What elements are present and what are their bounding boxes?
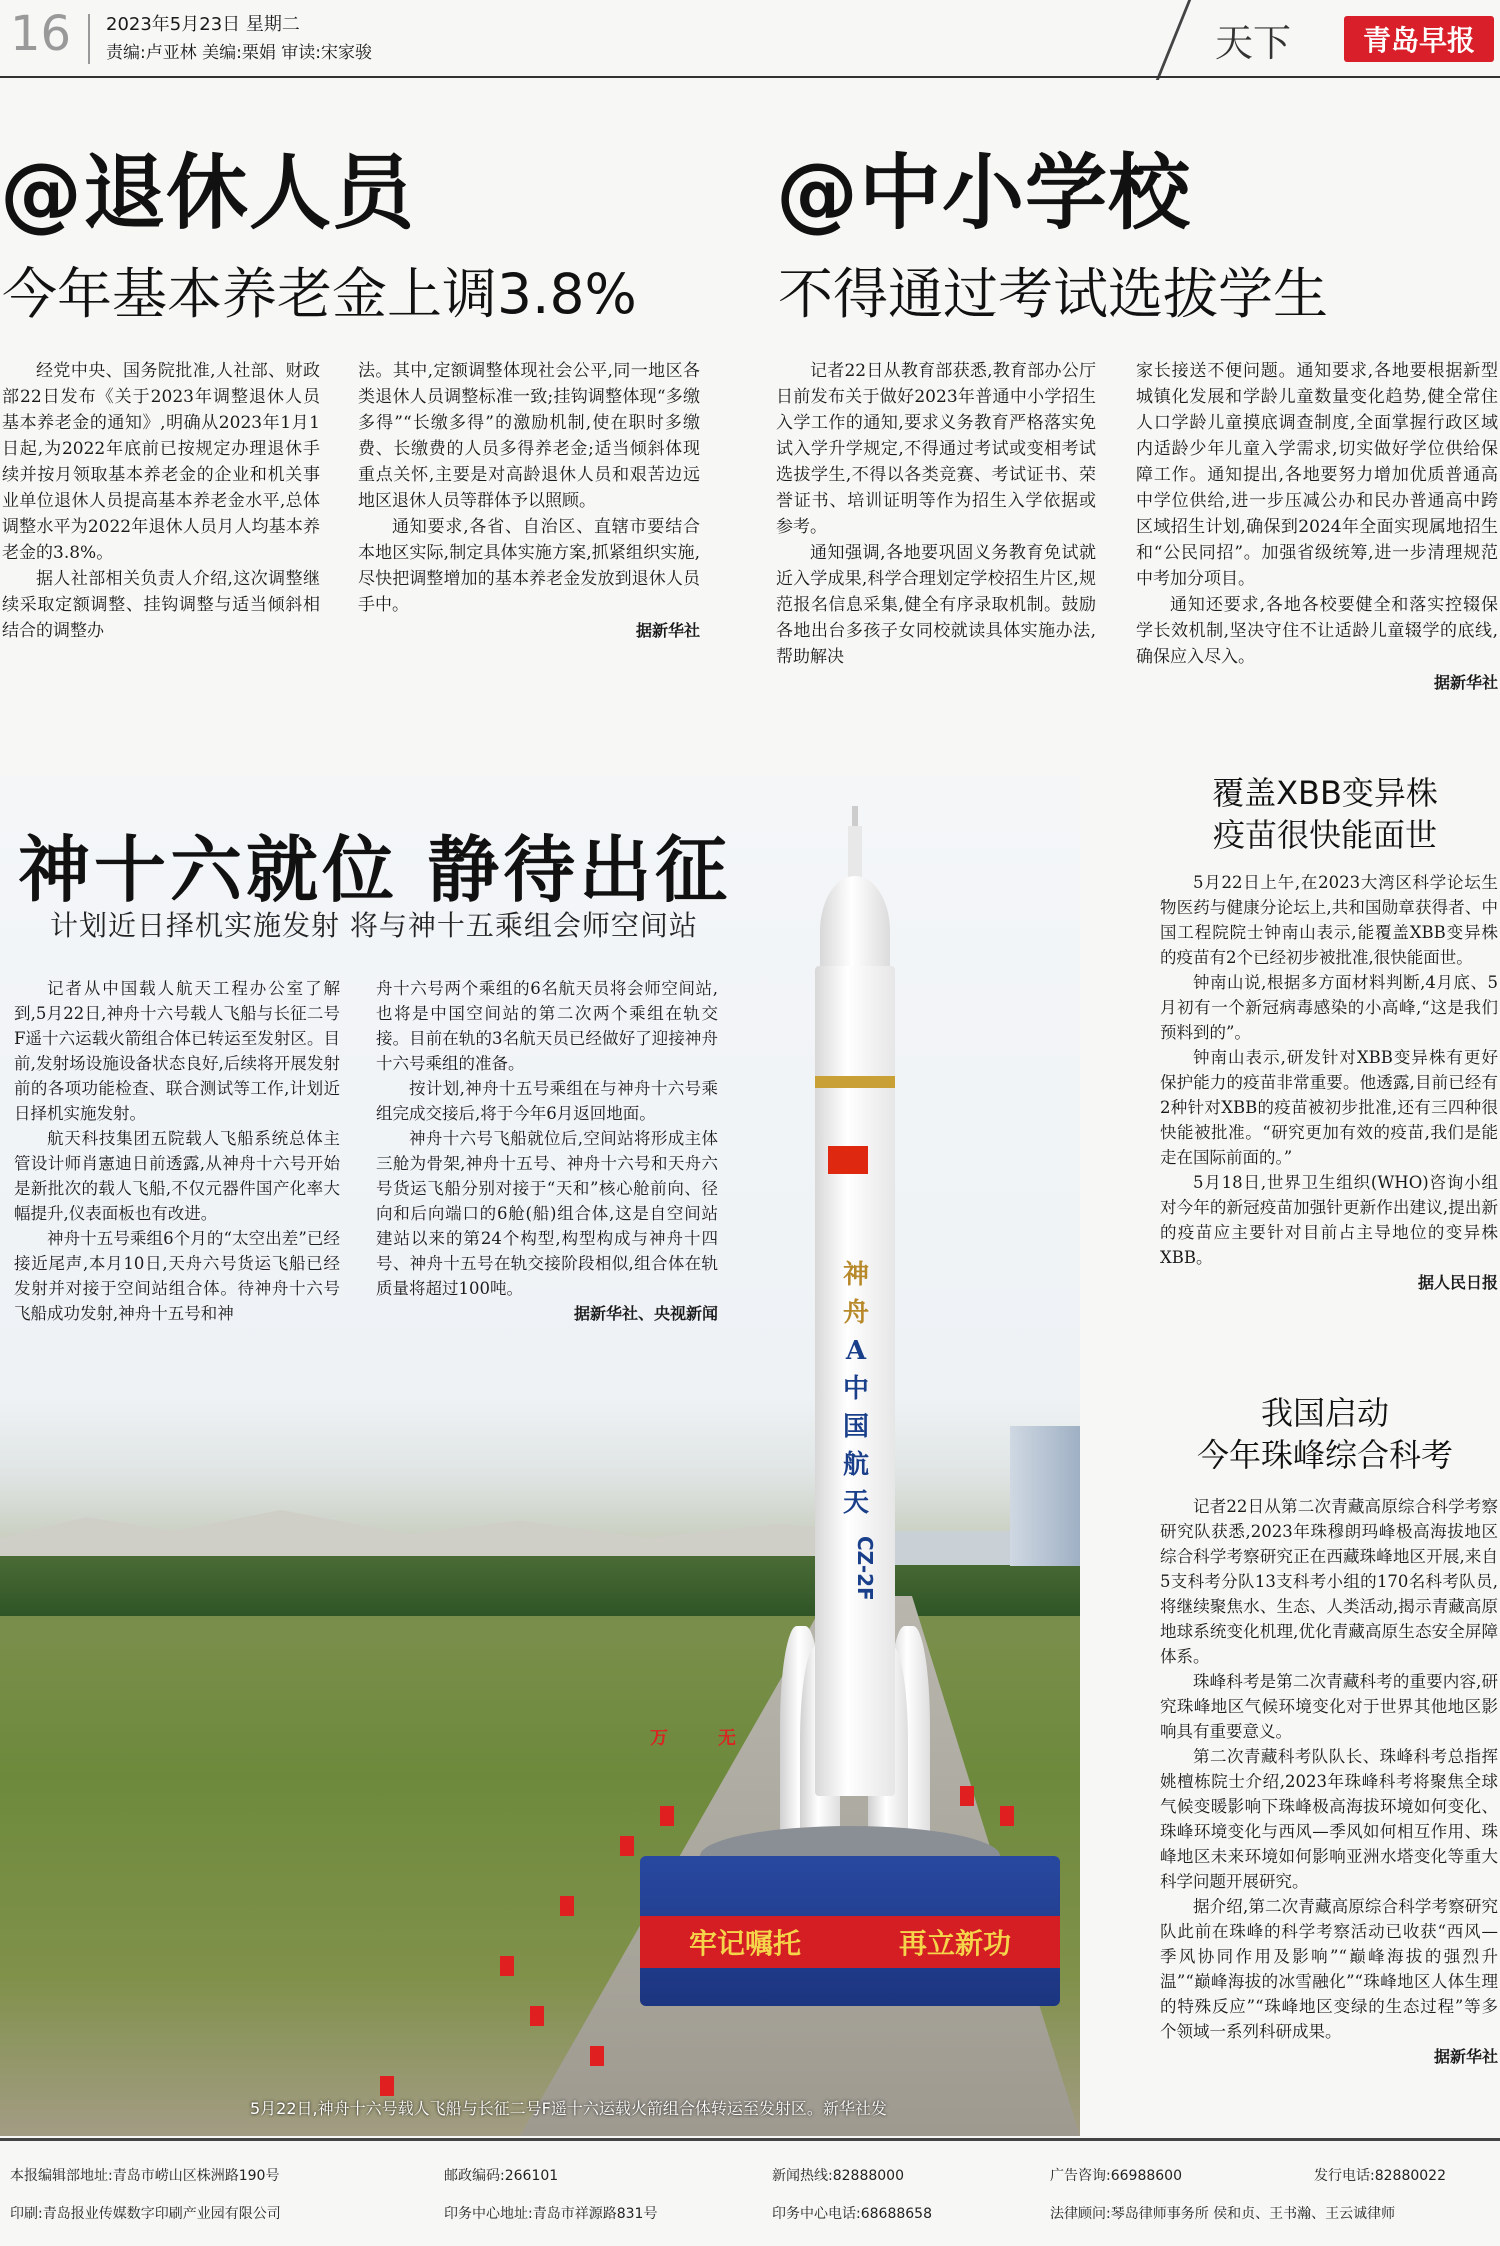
paragraph: 家长接送不便问题。通知要求,各地要根据新型城镇化发展和学龄儿童数量变化趋势,健全常住人口学龄儿童摸底调查制度,全面掌握行政区域内适龄少年儿童入学需求,切实做好学位供给保障工作。通知提出,各地要努力增加优质普通高中学位供给,进一步压减公办和民办普通高中跨区域招生计划,确保到2024年全面实现属地招生和“公民同招”。加强省级统筹,进一步清理规范中考加分项目。 [1136, 361, 1498, 589]
feature-photo-story [0, 776, 1080, 2136]
paragraph: 法。其中,定额调整体现社会公平,同一地区各类退休人员调整标准一致;挂钩调整体现“多缴多得”“长缴多得”的激励机制,使在职时多缴费、长缴费的人员多得养老金;适当倾斜体现重点关怀,主要是对高龄退休人员和艰苦边远地区退休人员等群体予以照顾。 [358, 361, 700, 511]
paragraph: 5月22日上午,在2023大湾区科学论坛生物医药与健康分论坛上,共和国勋章获得者、中国工程院院士钟南山表示,能覆盖XBB变异株的疫苗有2个已经初步被批准,很快能面世。 [1160, 873, 1498, 967]
paragraph: 记者22日从第二次青藏高原综合科学考察研究队获悉,2023年珠穆朗玛峰极高海拔地区综合科学考察研究正在西藏珠峰地区开展,来自5支科考分队13支科考小组的170名科考队员,将继续聚焦水、生态、人类活动,揭示青藏高原地球系统变化机理,优化青藏高原生态安全屏障体系。 [1160, 1497, 1498, 1666]
launch-site-building [890, 1531, 1010, 1565]
red-flag [1000, 1806, 1014, 1826]
footer-print-phone: 印务中心电话:68688658 [772, 2206, 932, 2222]
feature-subhead: 计划近日择机实施发射 将与神十五乘组会师空间站 [50, 909, 698, 942]
red-flag [660, 1806, 674, 1826]
photo-caption: 5月22日,神舟十六号载人飞船与长征二号F遥十六运载火箭组合体转运至发射区。新华社发 [250, 2099, 887, 2118]
field-lettering: 万 [650, 1728, 668, 1749]
article2-headline: @中小学校 [776, 146, 1192, 241]
red-flag [590, 2046, 604, 2066]
rocket-char: 中 [842, 1374, 869, 1404]
newspaper-logo [1344, 16, 1494, 62]
side2-headline [1140, 1392, 1500, 1476]
paragraph: 据介绍,第二次青藏高原综合科学考察研究队此前在珠峰的科学考察活动已收获“西风—季风协同作用及影响”“巅峰海拔的强烈升温”“巅峰海拔的冰雪融化”“珠峰地区人体生理的特殊反应”“珠峰地区变绿的生态过程”等多个领域一系列科研成果。 [1160, 1897, 1498, 2041]
paragraph: 记者22日从教育部获悉,教育部办公厅日前发布关于做好2023年普通中小学招生入学工作的通知,要求义务教育严格落实免试入学升学规定,不得通过考试或变相考试选拔学生,不得以各类竞赛、考试证书、荣誉证书、培训证明等作为招生入学依据或参考。 [776, 361, 1096, 537]
paragraph: 第二次青藏科考队队长、珠峰科考总指挥姚檀栋院士介绍,2023年珠峰科考将聚焦全球气候变暖影响下珠峰极高海拔环境如何变化、珠峰环境变化与西风—季风如何相互作用、珠峰地区未来环境如何影响亚洲水塔变化等重大科学问题开展研究。 [1160, 1747, 1498, 1891]
paragraph: 航天科技集团五院载人飞船系统总体主管设计师肖憲迪日前透露,从神舟十六号开始是新批次的载人飞船,不仅元器件国产化率大幅提升,仪表面板也有改进。 [14, 1129, 340, 1223]
side2-headline-line2: 今年珠峰综合科考 [1196, 1436, 1453, 1474]
article1-source: 据新华社 [635, 621, 700, 640]
paragraph: 通知还要求,各地各校要健全和落实控辍保学长效机制,坚决守住不让适龄儿童辍学的底线,确保应入尽入。 [1136, 595, 1498, 667]
article1-column-2 [358, 358, 700, 644]
paragraph: 钟南山说,根据多方面材料判断,4月底、5月初有一个新冠病毒感染的小高峰,“这是我们预料到的”。 [1160, 973, 1498, 1042]
red-flag [500, 1956, 514, 1976]
paragraph: 按计划,神舟十五号乘组在与神舟十六号乘组完成交接后,将于今年6月返回地面。 [376, 1079, 718, 1123]
side1-headline-line1: 覆盖XBB变异株 [1212, 774, 1438, 812]
article1-subhead: 今年基本养老金上调3.8% [2, 262, 637, 326]
article1-column-1 [2, 358, 320, 644]
paragraph: 珠峰科考是第二次青藏科考的重要内容,研究珠峰地区气候环境变化对于世界其他地区影响具有重要意义。 [1160, 1672, 1498, 1741]
red-flag [530, 2006, 544, 2026]
logo-text: 青岛早报 [1362, 24, 1475, 57]
section-name: 天下 [1215, 21, 1292, 65]
side1-source: 据人民日报 [1417, 1273, 1498, 1292]
footer-distribution-phone: 发行电话:82880022 [1314, 2168, 1446, 2184]
article2-column-2 [1136, 358, 1498, 696]
banner-slogan: 再立新功 [898, 1927, 1011, 1960]
red-flag [380, 2076, 394, 2096]
side1-headline [1140, 772, 1500, 856]
rocket-char: 神 [842, 1260, 869, 1290]
side2-source: 据新华社 [1433, 2047, 1498, 2066]
paragraph: 经党中央、国务院批准,人社部、财政部22日发布《关于2023年调整退休人员基本养老金的通知》,明确从2023年1月1日起,为2022年底前已按规定办理退休手续并按月领取基本养老金的企业和机关事业单位退休人员提高基本养老金水平,总体调整水平为2022年退休人员月人均基本养老金的3.8%。 [2, 361, 320, 563]
header-rule [0, 76, 1500, 78]
banner-slogan: 牢记嘱托 [688, 1927, 801, 1960]
rocket-char: A [845, 1336, 867, 1366]
side2-body [1160, 1494, 1498, 2069]
side1-body [1160, 870, 1498, 1295]
editor-credits: 责编:卢亚林 美编:栗娟 审读:宋家骏 [106, 43, 372, 63]
feature-column-1 [14, 976, 340, 1326]
china-flag-on-rocket [828, 1146, 868, 1174]
feature-source: 据新华社、央视新闻 [573, 1304, 718, 1323]
rocket-code: CZ-2F [853, 1536, 877, 1601]
footer-legal-counsel: 法律顾问:琴岛律师事务所 侯和贞、王书瀚、王云诚律师 [1050, 2206, 1396, 2222]
footer-news-hotline: 新闻热线:82888000 [772, 2168, 904, 2184]
red-flag [560, 1896, 574, 1916]
issue-date: 2023年5月23日 星期二 [106, 14, 300, 35]
article2-column-1 [776, 358, 1096, 670]
footer-print-address: 印务中心地址:青岛市祥源路831号 [444, 2206, 658, 2222]
footer-ad-phone: 广告咨询:66988600 [1050, 2168, 1182, 2184]
side2-headline-line1: 我国启动 [1260, 1394, 1389, 1432]
rocket-band [815, 1076, 895, 1088]
paragraph: 钟南山表示,研发针对XBB变异株有更好保护能力的疫苗非常重要。他透露,目前已经有2种针对XBB的疫苗被初步批准,还有三四种很快能被批准。“研究更加有效的疫苗,我们是能走在国际前面的。” [1160, 1048, 1498, 1167]
feature-headline: 神十六就位 静待出征 [18, 828, 732, 912]
field-lettering: 无 [718, 1728, 736, 1749]
red-flag [620, 1836, 634, 1856]
tree-line [0, 1556, 1080, 1616]
paragraph: 通知强调,各地要巩固义务教育免试就近入学成果,科学合理划定学校招生片区,规范报名信息采集,健全有序录取机制。鼓励各地出台多孩子女同校就读具体实施办法,帮助解决 [776, 543, 1096, 667]
paragraph: 通知要求,各省、自治区、直辖市要结合本地区实际,制定具体实施方案,抓紧组织实施,尽快把调整增加的基本养老金发放到退休人员手中。 [358, 517, 700, 615]
paragraph: 神舟十六号飞船就位后,空间站将形成主体三舱为骨架,神舟十五号、神舟十六号和天舟六号货运飞船分别对接于“天和”核心舱前向、径向和后向端口的6舱(船)组合体,这是自空间站建站以来的第24个构型,构型构成与神舟十四号、神舟十五号在轨交接阶段相似,组合体在轨质量将超过100吨。 [376, 1129, 718, 1298]
article2-subhead: 不得通过考试选拔学生 [778, 262, 1329, 326]
rocket-char: 舟 [842, 1298, 869, 1328]
header-slash-decoration [1156, 0, 1191, 80]
rocket-char: 航 [842, 1450, 869, 1480]
paragraph: 据人社部相关负责人介绍,这次调整继续采取定额调整、挂钩调整与适当倾斜相结合的调整办 [2, 569, 320, 641]
assembly-building [1010, 1426, 1080, 1566]
paragraph: 舟十六号两个乘组的6名航天员将会师空间站,也将是中国空间站的第二次两个乘组在轨交接。目前在轨的3名航天员已经做好了迎接神舟十六号乘组的准备。 [376, 979, 718, 1073]
paragraph: 神舟十五号乘组6个月的“太空出差”已经接近尾声,本月10日,天舟六号货运飞船已经发射并对接于空间站组合体。待神舟十六号飞船成功发射,神舟十五号和神 [14, 1229, 340, 1323]
paragraph: 记者从中国载人航天工程办公室了解到,5月22日,神舟十六号载人飞船与长征二号F遥十六运载火箭组合体已转运至发射区。目前,发射场设施设备状态良好,后续将开展发射前的各项功能检查、联合测试等工作,计划近日择机实施发射。 [14, 979, 340, 1123]
page-footer [0, 2138, 1500, 2246]
header-divider [88, 14, 90, 64]
page-number: 16 [10, 6, 72, 62]
footer-postcode: 邮政编码:266101 [444, 2168, 559, 2184]
side1-headline-line2: 疫苗很快能面世 [1212, 816, 1437, 854]
rocket-char: 国 [842, 1412, 869, 1442]
feature-column-2 [376, 976, 718, 1326]
article2-source: 据新华社 [1433, 673, 1498, 692]
article1-headline: @退休人员 [0, 146, 416, 241]
rocket-char: 天 [842, 1488, 869, 1518]
paragraph: 5月18日,世界卫生组织(WHO)咨询小组对今年的新冠疫苗加强针更新作出建议,提出新的疫苗应主要针对目前占主导地位的变异株XBB。 [1160, 1173, 1498, 1267]
footer-address: 本报编辑部地址:青岛市崂山区株洲路190号 [10, 2168, 280, 2184]
slogan-banner [640, 1916, 1060, 1968]
red-flag [960, 1786, 974, 1806]
rocket-lettering [836, 1256, 876, 1522]
footer-printer: 印刷:青岛报业传媒数字印刷产业园有限公司 [10, 2206, 281, 2222]
